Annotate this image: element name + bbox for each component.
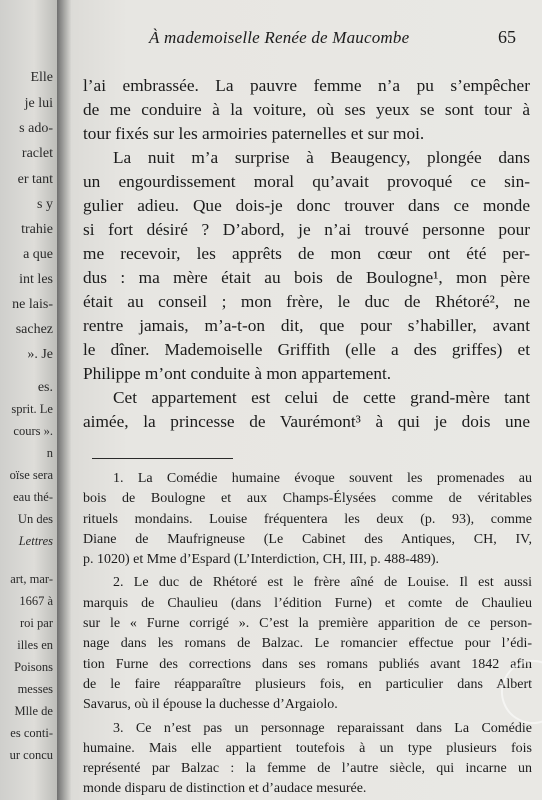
left-fragment: a que (23, 247, 53, 262)
footnote-line: représenté par Balzac : la femme de l’autre siècle, qui incarne un (83, 761, 532, 777)
left-fragment: n (46, 446, 53, 460)
left-fragment: Mlle de (14, 704, 53, 718)
footnote-line: monde disparu de distinction et d’audace mesurée. (83, 781, 367, 797)
left-fragment: oïse sera (9, 468, 53, 482)
left-fragment: Poisons (14, 660, 53, 674)
footnote-line: Savarus, où il épouse la duchesse d’Argaiolo. (83, 697, 338, 713)
text-line: me recevoir, les apprêts de mon cœur ont été per- (83, 244, 530, 263)
text-line: La nuit m’a surprise à Beaugency, plongée dans (113, 148, 530, 167)
footnote-line: 1. La Comédie humaine évoque souvent les promenades au (113, 471, 532, 486)
footnote-line: rituels mondains. Louise fréquentera les deux (p. 93), comme (83, 511, 532, 527)
text-line: de me conduire à la voiture, où ses yeux se sont tour à (83, 100, 530, 119)
footnote-line: Diane de Maufrigneuse (Le Cabinet des Antiques, CH, IV, (83, 531, 532, 547)
text-line: aimée, la princesse de Vaurémont³ à qui je dois une (83, 412, 530, 431)
left-fragment: er tant (17, 172, 53, 187)
left-fragment: es conti- (10, 726, 53, 740)
left-fragment: raclet (21, 146, 53, 161)
footnote-line: de le faire réapparaître plusieurs fois, en particulier dans Albert (83, 676, 532, 692)
left-fragment: Lettres (18, 534, 53, 548)
text-line: le dîner. Mademoiselle Griffith (elle a des griffes) et (83, 340, 530, 359)
left-fragment: ne lais- (12, 297, 53, 312)
left-fragment: roi par (20, 616, 53, 630)
text-line: dus : ma mère était au bois de Boulogne¹, mon père (83, 268, 530, 287)
left-fragment: illes en (17, 638, 53, 652)
book-page (71, 0, 542, 800)
left-fragment: sachez (15, 322, 53, 337)
footnote-line: bois de Boulogne et aux Champs-Élysées comme de véritables (83, 491, 532, 507)
body-text (83, 74, 530, 434)
footnote-line: 2. Le duc de Rhétoré est le frère aîné de Louise. Il est aussi (113, 575, 532, 591)
left-fragment: messes (17, 682, 53, 696)
left-fragment: cours ». (13, 424, 53, 438)
text-line: si fort désiré ? D’abord, je n’ai trouvé personne pour (83, 220, 530, 239)
footnote-line: humaine. Mais elle appartient toutefois à un type plusieurs fois (83, 740, 532, 756)
footnote-line: nage dans les romans de Balzac. Le romancier effectue pour l’édi- (83, 636, 532, 652)
left-fragment: je lui (24, 96, 53, 111)
page-number: 65 (498, 27, 516, 47)
left-fragment: Un des (17, 512, 53, 526)
footnotes (83, 469, 532, 800)
footnote-line: marquis de Chaulieu (dans l’édition Furne) et comte de Chaulieu (83, 595, 532, 611)
text-line: tour fixés sur les armoiries paternelles et sur moi. (83, 124, 425, 143)
footnote-divider (92, 458, 233, 459)
text-line: Cet appartement est celui de cette grand-mère tant (113, 388, 530, 407)
left-fragment: s ado- (19, 121, 53, 136)
text-line: rentre jamais, m’a-t-on dit, que pour s’habiller, avant (83, 316, 530, 335)
left-fragment: eau thé- (13, 490, 53, 504)
left-fragment: sprit. Le (11, 402, 53, 416)
footnote-line: p. 1020) et Mme d’Espard (L’Interdiction, CH, III, p. 488-489). (83, 552, 440, 568)
text-line: un engourdissement moral qu’avait provoqué ce sin- (83, 172, 530, 191)
book-gutter (57, 0, 71, 800)
footnote-line: tion Furne des corrections dans ses romans publiés avant 1842 afin (83, 656, 532, 672)
text-line: était au conseil ; mon frère, le duc de Rhétoré², ne (83, 292, 530, 311)
left-fragment: s y (37, 197, 53, 212)
running-title: À mademoiselle Renée de Maucombe (149, 28, 410, 47)
left-fragment: trahie (21, 222, 53, 237)
left-fragment: 1667 à (19, 594, 53, 608)
left-fragment: ». Je (27, 347, 53, 362)
footnote-line: sur le « Furne corrigé ». C’est la première apparition de ce person- (83, 616, 532, 632)
text-line: l’ai embrassée. La pauvre femme n’a pu s’empêcher (83, 76, 530, 95)
left-fragment: es. (37, 380, 53, 395)
left-fragment: art, mar- (10, 572, 53, 586)
text-line: Philippe m’ont conduite à mon appartement. (83, 364, 392, 383)
left-fragment: Elle (30, 70, 53, 85)
left-fragment: ur concu (9, 748, 53, 762)
footnote-line: 3. Ce n’est pas un personnage reparaissant dans La Comédie (113, 720, 532, 736)
left-fragment: int les (19, 272, 53, 287)
left-page-edge (0, 0, 57, 800)
text-line: gulier adieu. Que dois-je donc trouver dans ce monde (83, 196, 530, 215)
